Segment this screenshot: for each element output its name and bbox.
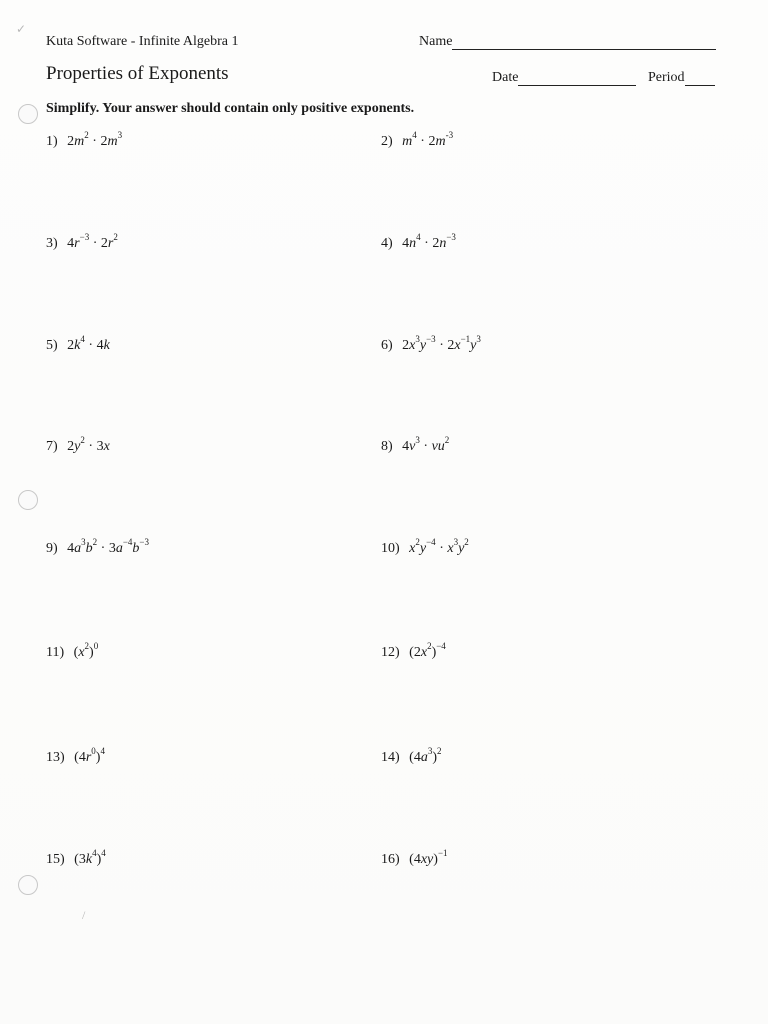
problem-number: 5)	[46, 338, 58, 353]
problem-number: 13)	[46, 750, 65, 765]
publisher-line: Kuta Software - Infinite Algebra 1	[46, 34, 239, 49]
problem-number: 16)	[381, 852, 400, 867]
binder-hole-top	[18, 104, 38, 124]
date-blank-line[interactable]	[518, 71, 636, 86]
problem-14: 14) $(4a^3)^2$	[381, 746, 442, 765]
problem-number: 4)	[381, 236, 393, 251]
period-field[interactable]	[648, 70, 715, 86]
problem-6: 6) $2x^3y^{-3} \cdot 2x^{-1}y^3$	[381, 334, 481, 353]
problem-number: 14)	[381, 750, 400, 765]
problem-number: 3)	[46, 236, 58, 251]
problem-12: 12) $(2x^2)^{-4}$	[381, 641, 446, 660]
problem-number: 15)	[46, 852, 65, 867]
problem-number: 12)	[381, 645, 400, 660]
instructions: Simplify. Your answer should contain only positive exponents.	[46, 101, 415, 116]
problem-9: 9) $4a^3b^2 \cdot 3a^{-4}b^{-3}$	[46, 537, 149, 556]
problem-7: 7) $2y^2 \cdot 3x$	[46, 435, 110, 454]
problem-13: 13) $(4r^0)^4$	[46, 746, 105, 765]
problem-16: 16) $(4xy)^{-1}$	[381, 848, 448, 867]
problem-8: 8) $4v^3 \cdot vu^2$	[381, 435, 450, 454]
problem-10: 10) $x^2y^{-4} \cdot x^3y^2$	[381, 537, 469, 556]
period-blank-line[interactable]	[685, 71, 715, 86]
problem-number: 10)	[381, 541, 400, 556]
scan-mark-icon: ✓	[16, 22, 27, 36]
name-field[interactable]	[419, 34, 716, 50]
binder-hole-bottom	[18, 875, 38, 895]
problem-1: 1) $2m^2 \cdot 2m^3$	[46, 130, 123, 149]
problem-number: 2)	[381, 134, 393, 149]
scan-mark-icon: /	[82, 908, 86, 922]
problem-number: 8)	[381, 439, 393, 454]
date-label: Date	[492, 70, 519, 85]
page-title: Properties of Exponents	[46, 63, 229, 84]
problem-number: 1)	[46, 134, 58, 149]
name-blank-line[interactable]	[452, 35, 716, 50]
date-field[interactable]	[492, 70, 636, 86]
problem-number: 6)	[381, 338, 393, 353]
binder-hole-middle	[18, 490, 38, 510]
problem-2: 2) $m^4 \cdot 2m^{-3}$	[381, 130, 454, 149]
problem-number: 11)	[46, 645, 65, 660]
problem-number: 7)	[46, 439, 58, 454]
problem-4: 4) $4n^4 \cdot 2n^{-3}$	[381, 232, 456, 251]
problem-15: 15) $(3k^4)^4$	[46, 848, 106, 867]
problem-number: 9)	[46, 541, 58, 556]
period-label: Period	[648, 70, 685, 85]
problem-3: 3) $4r^{-3} \cdot 2r^2$	[46, 232, 118, 251]
name-label: Name	[419, 34, 453, 49]
problem-11: 11) $(x^2)^0$	[46, 641, 99, 660]
problem-5: 5) $2k^4 \cdot 4k$	[46, 334, 110, 353]
